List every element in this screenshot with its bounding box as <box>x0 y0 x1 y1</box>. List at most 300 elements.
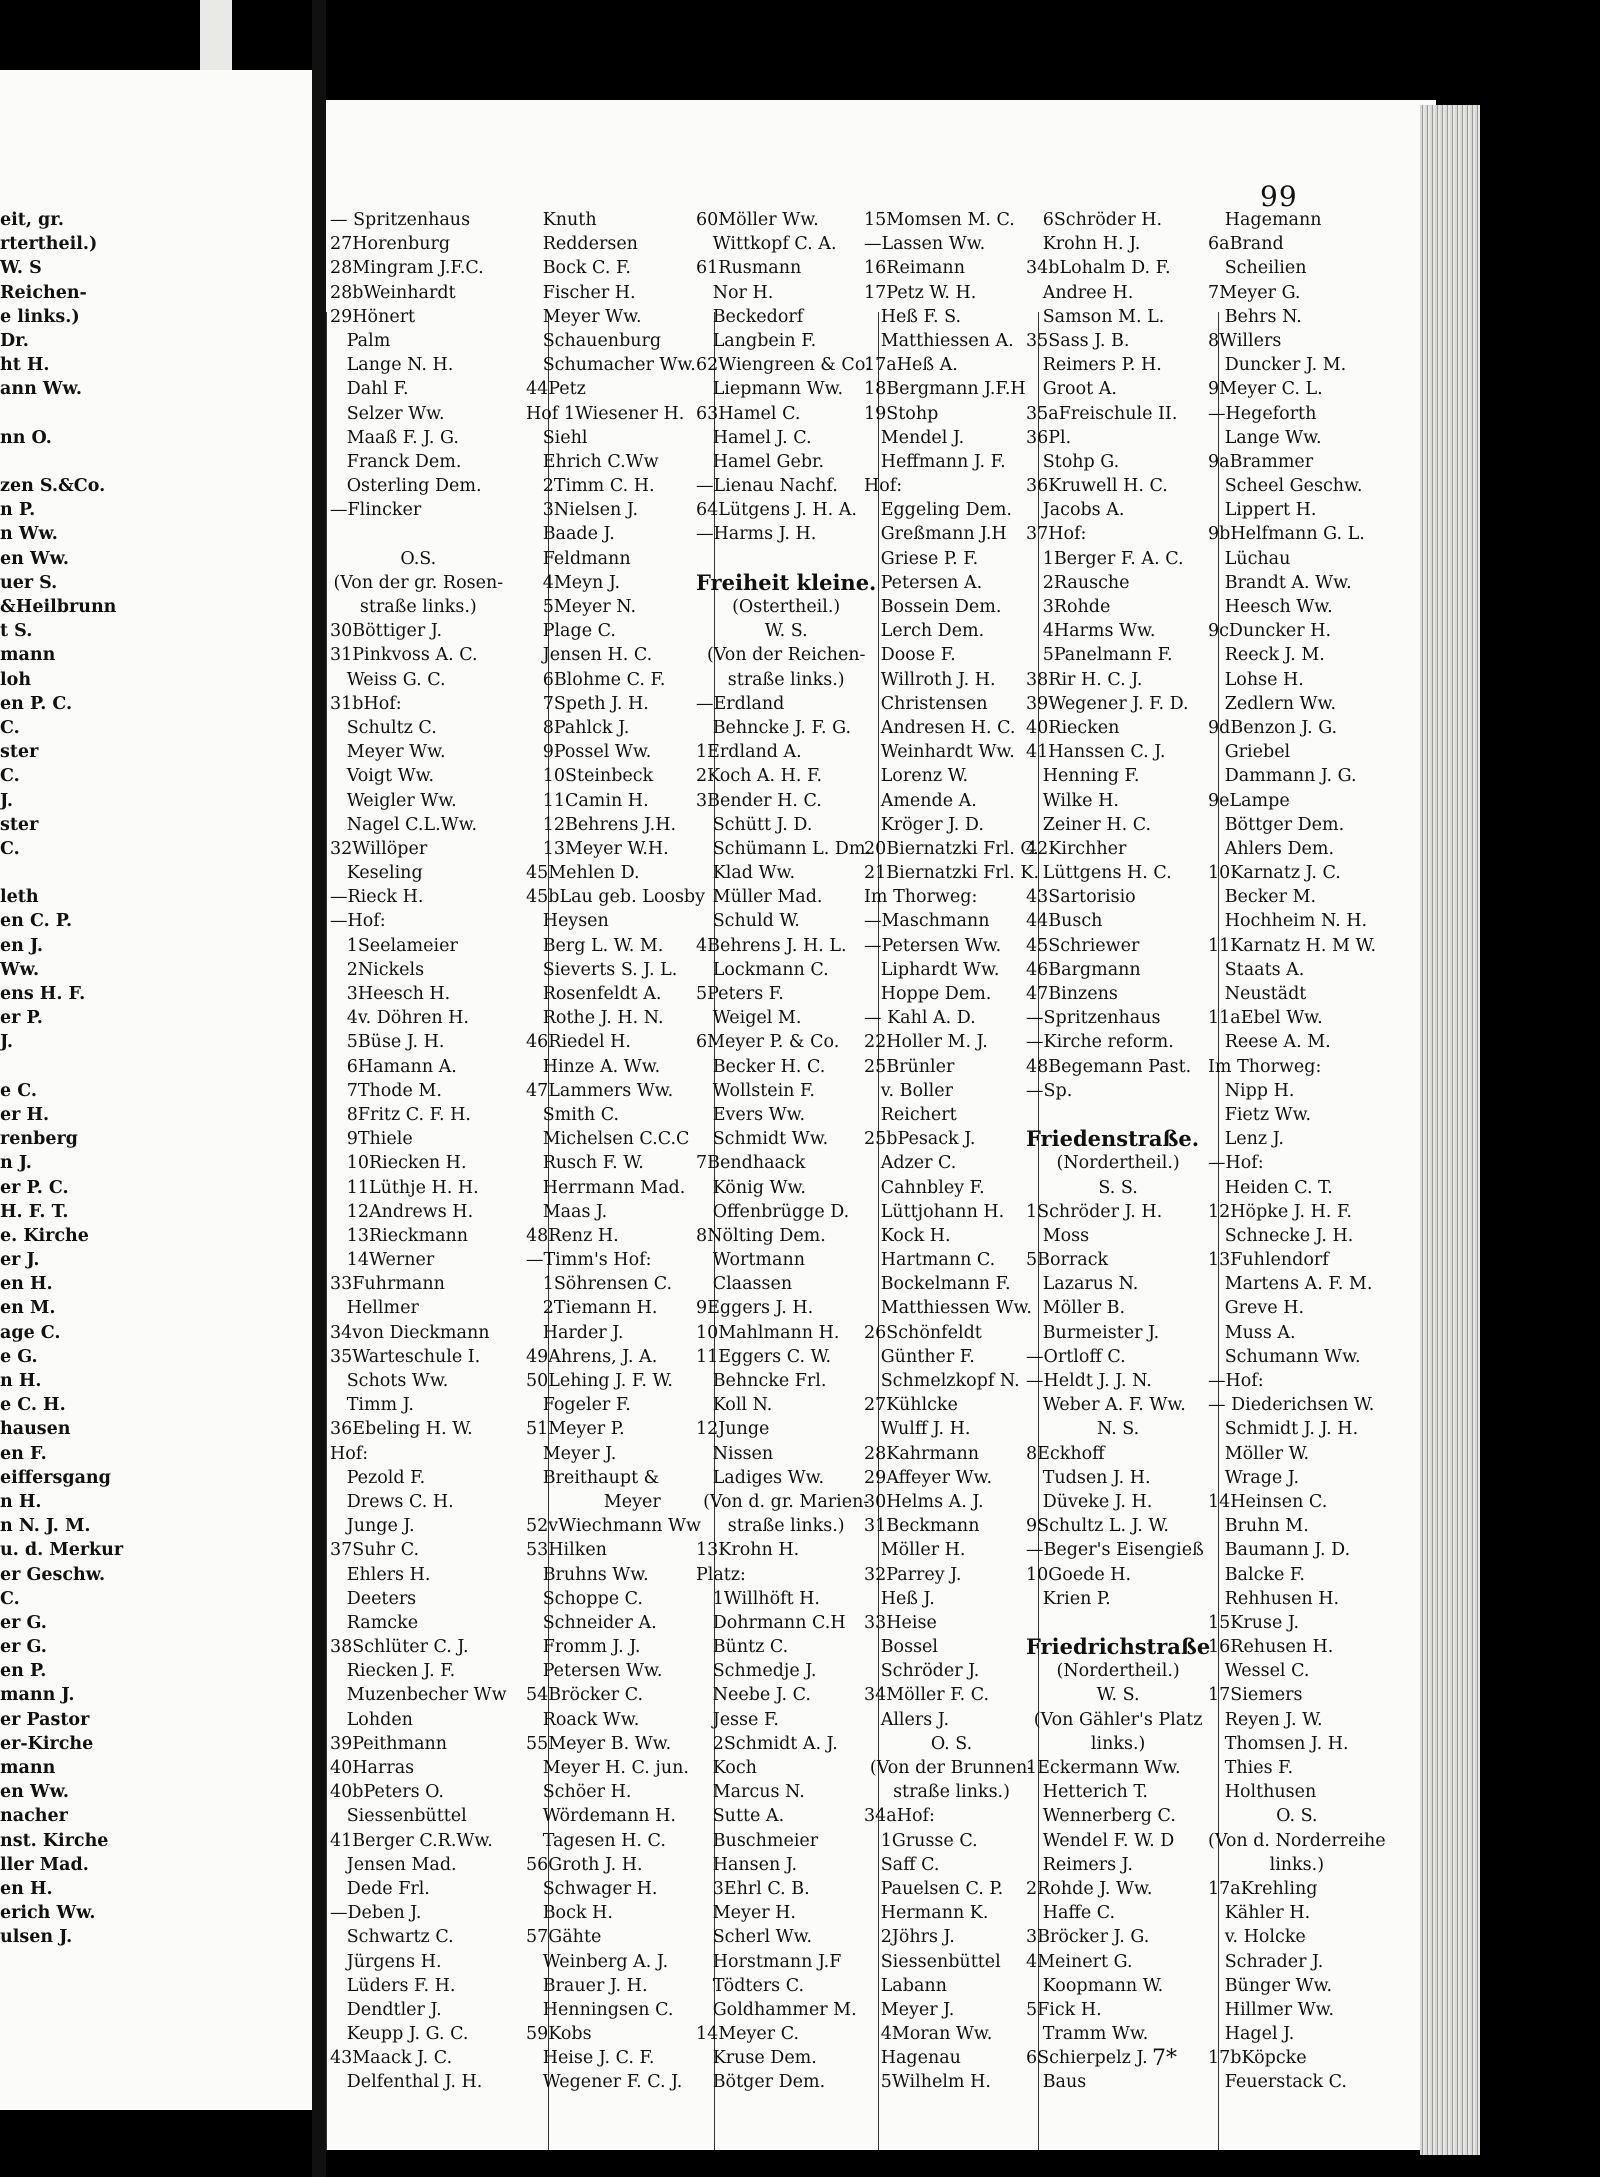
entry-line: Wendel F. W. D <box>1026 1830 1175 1851</box>
entry-line: 2Rausche <box>1026 572 1130 593</box>
entry-line: Becker M. <box>1208 887 1317 908</box>
entry-line: Reddersen <box>526 234 638 255</box>
entry-line: 12Junge <box>696 1419 770 1440</box>
entry-line: (Von der gr. Rosen- <box>333 572 504 593</box>
entry-line: 17Siemers <box>1208 1685 1303 1706</box>
entry-line: 17Petz W. H. <box>864 282 977 303</box>
entry-line: 36Pl. <box>1026 427 1072 448</box>
entry-line: Krohn H. J. <box>1026 234 1141 255</box>
entry-line: — Spritzenhaus <box>330 210 471 230</box>
entry-line: Siessenbüttel <box>864 1951 1001 1972</box>
entry-line: 45Mehlen D. <box>526 863 640 884</box>
entry-line: 17aHeß A. <box>864 355 958 376</box>
entry-line: 33Heise <box>864 1612 937 1633</box>
entry-line: 51Meyer P. <box>526 1419 625 1440</box>
entry-line: 22Holler M. J. <box>864 1032 988 1053</box>
entry-line: Bünger Ww. <box>1208 1975 1333 1996</box>
entry-line: Schoppe C. <box>526 1588 643 1609</box>
entry-line: —Hegeforth <box>1208 403 1317 424</box>
entry-line: straße links.) <box>359 597 477 617</box>
entry-line: Günther F. <box>864 1346 975 1367</box>
entry-line: 9cDuncker H. <box>1208 621 1332 642</box>
entry-line: 15Kruse J. <box>1208 1612 1300 1633</box>
entry-line: 38Schlüter C. J. <box>330 1637 469 1658</box>
entry-line: J. <box>0 1032 14 1053</box>
entry-line: Schmedje J. <box>696 1661 817 1682</box>
entry-line: straße links.) <box>893 1782 1010 1803</box>
entry-line: Muzenbecher Ww <box>330 1685 507 1706</box>
entry-line: n N. J. M. <box>0 1516 91 1537</box>
entry-line: Duncker J. M. <box>1208 355 1347 376</box>
entry-line: ann Ww. <box>0 379 82 400</box>
entry-line: Scheel Geschw. <box>1208 476 1363 497</box>
entry-line: Reimers J. <box>1026 1854 1133 1875</box>
entry-line <box>0 450 123 474</box>
entry-line: Horstmann J.F <box>696 1951 842 1972</box>
entry-line: S. S. <box>1098 1177 1138 1198</box>
entry-line: Balcke F. <box>1208 1564 1305 1585</box>
entry-line: 60Möller Ww. <box>696 210 819 230</box>
entry-line: 2Jöhrs J. <box>864 1927 955 1948</box>
entry-line: 6Meyer P. & Co. <box>696 1032 840 1053</box>
entry-line: 2Rohde J. Ww. <box>1026 1878 1153 1899</box>
entry-line: Cahnbley F. <box>864 1177 985 1198</box>
entry-line: Lüttjohann H. <box>864 1201 1005 1222</box>
entry-line: Wortmann <box>696 1250 805 1271</box>
entry-line: (Nordertheil.) <box>1056 1153 1180 1174</box>
entry-line <box>330 522 507 546</box>
entry-line: Dohrmann C.H <box>696 1612 846 1633</box>
entry-line: (Von der Brunnen- <box>869 1758 1034 1778</box>
entry-line: Ramcke <box>330 1612 419 1633</box>
entry-line: Schmidt Ww. <box>696 1129 829 1150</box>
entry-line: t S. <box>0 621 33 642</box>
entry-line: Möller B. <box>1026 1298 1126 1319</box>
entry-line: 18Bergmann J.F.H <box>864 379 1026 400</box>
entry-line: Beckedorf <box>696 306 804 327</box>
entry-line: Siessenbüttel <box>330 1806 467 1827</box>
entry-line: 3Bröcker J. G. <box>1026 1927 1150 1948</box>
entry-line: 38Rir H. C. J. <box>1026 669 1143 690</box>
entry-line: 63Hamel C. <box>696 403 801 424</box>
entry-line: Schümann L. Dm. <box>696 838 872 859</box>
entry-line: Lorenz W. <box>864 766 969 787</box>
entry-line: 28Mingram J.F.C. <box>330 258 484 279</box>
entry-line: 9Meyer C. L. <box>1208 379 1323 400</box>
entry-line: 45Schriewer <box>1026 935 1140 956</box>
entry-line: Büntz C. <box>696 1637 789 1658</box>
entry-line: Ladiges Ww. <box>696 1467 825 1488</box>
entry-line: Matthiessen Ww. <box>864 1298 1032 1319</box>
entry-line: er-Kirche <box>0 1733 94 1754</box>
entry-line: 4Moran Ww. <box>864 2024 993 2045</box>
entry-line: Schwager H. <box>526 1878 658 1899</box>
entry-line: 55Meyer B. Ww. <box>526 1733 672 1754</box>
entry-line: Schütt J. D. <box>696 814 813 835</box>
entry-line: Baumann J. D. <box>1208 1540 1351 1561</box>
entry-line: 56Groth J. H. <box>526 1854 643 1875</box>
entry-line: Lerch Dem. <box>864 621 985 642</box>
entry-line: Böttger Dem. <box>1208 814 1345 835</box>
entry-line: Bock H. <box>526 1903 613 1924</box>
entry-line: 6Blohme C. F. <box>526 669 666 690</box>
entry-line: Wittkopf C. A. <box>696 234 837 255</box>
column-4 <box>864 208 1039 2095</box>
entry-line: Keseling <box>330 863 423 884</box>
entry-line: 7Meyer G. <box>1208 282 1301 303</box>
entry-line: 29Affeyer Ww. <box>864 1467 993 1488</box>
entry-line: Hof: <box>864 476 903 497</box>
entry-line: C. <box>0 838 20 859</box>
entry-line: Friedrichstraße <box>1026 1634 1211 1660</box>
entry-line: Ww. <box>0 959 40 980</box>
entry-line: —Ortloff C. <box>1026 1346 1126 1367</box>
entry-line: Meyer <box>526 1491 661 1512</box>
entry-line: Tagesen H. C. <box>526 1830 666 1851</box>
entry-line: 35Warteschule I. <box>330 1346 481 1367</box>
entry-line: —Kirche reform. <box>1026 1032 1174 1053</box>
entry-line: C. <box>0 766 20 787</box>
entry-line: Nor H. <box>696 282 774 303</box>
entry-line: 39Wegener J. F. D. <box>1026 693 1189 714</box>
entry-line: nn O. <box>0 427 52 448</box>
entry-line: Nipp H. <box>1208 1080 1295 1101</box>
entry-line: 37Hof: <box>1026 524 1087 545</box>
entry-line: Hof: <box>330 1443 369 1464</box>
entry-line: Meyer J. <box>864 1999 955 2020</box>
entry-line: Behncke Frl. <box>696 1371 827 1391</box>
entry-line: Selzer Ww. <box>330 403 445 424</box>
entry-line: Wessel C. <box>1208 1661 1310 1682</box>
entry-line: Sieverts S. J. L. <box>526 959 678 980</box>
entry-line: 28bWeinhardt <box>330 282 456 303</box>
entry-line: Keupp J. G. C. <box>330 2024 469 2045</box>
entry-line: e G. <box>0 1346 38 1367</box>
entry-line: Lohden <box>330 1709 413 1730</box>
entry-line: uer S. <box>0 572 58 593</box>
entry-line: Weigel M. <box>696 1008 802 1029</box>
entry-line: 27Kühlcke <box>864 1395 958 1416</box>
entry-line: Im Thorweg: <box>1208 1056 1322 1077</box>
entry-line: 1Willhöft H. <box>696 1588 820 1609</box>
entry-line: Hartmann C. <box>864 1250 996 1271</box>
entry-line: Pauelsen C. P. <box>864 1878 1004 1899</box>
entry-line: 13Rieckmann <box>330 1225 469 1246</box>
entry-line: Brauer J. H. <box>526 1975 648 1996</box>
column-2 <box>526 208 705 2095</box>
entry-line: Hoppe Dem. <box>864 984 992 1004</box>
entry-line: Reyen J. W. <box>1208 1709 1323 1730</box>
entry-line: —Maschmann <box>864 911 990 932</box>
entry-line: Lange Ww. <box>1208 427 1322 448</box>
entry-line: Zedlern Ww. <box>1208 693 1337 714</box>
entry-line: Hochheim N. H. <box>1208 911 1368 932</box>
entry-line: Schmidt J. J. H. <box>1208 1419 1359 1440</box>
entry-line: 47Lammers Ww. <box>526 1080 674 1101</box>
entry-line: Weinberg A. J. <box>526 1951 669 1972</box>
entry-line: Saff C. <box>864 1854 940 1875</box>
entry-line: Thies F. <box>1208 1758 1294 1778</box>
entry-line: 16Reimann <box>864 258 965 279</box>
entry-line: en P. <box>0 1661 47 1682</box>
entry-line: Liphardt Ww. <box>864 959 1000 980</box>
entry-line: age C. <box>0 1322 61 1343</box>
entry-line: en H. <box>0 1274 53 1295</box>
entry-line: Kruse Dem. <box>696 2048 817 2069</box>
entry-line: 1Söhrensen C. <box>526 1274 673 1295</box>
entry-line: Hellmer <box>330 1298 419 1319</box>
entry-line: 40Riecken <box>1026 717 1120 738</box>
entry-line: Harder J. <box>526 1322 624 1343</box>
entry-line: Schrader J. <box>1208 1951 1324 1972</box>
entry-line: —Harms J. H. <box>696 524 817 545</box>
entry-line: leth <box>0 887 39 908</box>
entry-line: — Kahl A. D. <box>864 1008 976 1029</box>
entry-line: er G. <box>0 1612 47 1633</box>
entry-line: 28Kahrmann <box>864 1443 979 1464</box>
entry-line: 10Karnatz J. C. <box>1208 863 1341 884</box>
entry-line: Baus <box>1026 2072 1087 2093</box>
entry-line: 40bPeters O. <box>330 1782 444 1803</box>
entry-line: 3Heesch H. <box>330 984 451 1004</box>
entry-line: Hillmer Ww. <box>1208 1999 1335 2020</box>
entry-line: Junge J. <box>330 1516 415 1537</box>
entry-line: Schneider A. <box>526 1612 657 1633</box>
entry-line: 7Bendhaack <box>696 1153 806 1174</box>
entry-line: Möller W. <box>1208 1443 1310 1464</box>
entry-line: 9Schultz L. J. W. <box>1026 1516 1169 1537</box>
entry-line: 9eLampe <box>1208 790 1290 811</box>
entry-line: Jensen Mad. <box>330 1854 457 1875</box>
entry-line: 5Borrack <box>1026 1250 1109 1271</box>
entry-line: 17bKöpcke <box>1208 2048 1307 2069</box>
entry-line: Bruhns Ww. <box>526 1564 649 1585</box>
entry-line: Lüchau <box>1208 548 1291 569</box>
entry-line: 25bPesack J. <box>864 1129 976 1150</box>
entry-line: Kröger J. D. <box>864 814 984 835</box>
entry-line: 25Brünler <box>864 1056 955 1077</box>
entry-line: (Von d. gr. Marien- <box>703 1491 870 1512</box>
entry-line: loh <box>0 669 32 690</box>
entry-line: 21Biernatzki Frl. K. <box>864 863 1040 884</box>
entry-line: 33Fuhrmann <box>330 1274 445 1295</box>
entry-line: Koopmann W. <box>1026 1975 1164 1996</box>
entry-line: 47Binzens <box>1026 984 1118 1004</box>
entry-line: Wennerberg C. <box>1026 1806 1176 1827</box>
entry-line: Berg L. W. M. <box>526 935 664 956</box>
entry-line: Klad Ww. <box>696 863 796 884</box>
entry-line: Michelsen C.C.C <box>526 1129 690 1150</box>
entry-line: 11Lüthje H. H. <box>330 1177 479 1198</box>
entry-line: Nissen <box>696 1443 774 1464</box>
entry-line: Groot A. <box>1026 379 1117 400</box>
entry-line: Jacobs A. <box>1026 500 1125 521</box>
entry-line: Tramm Ww. <box>1026 2024 1149 2045</box>
entry-line: Heß J. <box>864 1588 935 1609</box>
entry-line: Scheilien <box>1208 258 1307 279</box>
entry-line: 48Begemann Past. <box>1026 1056 1192 1077</box>
entry-line: 27Horenburg <box>330 234 451 255</box>
entry-line: 9aBrammer <box>1208 451 1314 472</box>
entry-line: —Heldt J. J. N. <box>1026 1371 1152 1391</box>
entry-line: Heiden C. T. <box>1208 1177 1333 1198</box>
entry-line: v. Boller <box>864 1080 953 1101</box>
entry-line: Andresen H. C. <box>864 717 1016 738</box>
entry-line: Wollstein F. <box>696 1080 815 1101</box>
entry-line: Greve H. <box>1208 1298 1305 1319</box>
entry-line: Behrs N. <box>1208 306 1302 327</box>
entry-line: Rosenfeldt A. <box>526 984 662 1004</box>
entry-line: 39Peithmann <box>330 1733 448 1754</box>
entry-line: 32Willöper <box>330 838 428 859</box>
entry-line: 35aFreischule II. <box>1026 403 1178 424</box>
entry-line: Hetterich T. <box>1026 1782 1148 1803</box>
entry-line: u. d. Merkur <box>0 1540 124 1561</box>
entry-line: Bock C. F. <box>526 258 631 279</box>
entry-line: 29Hönert <box>330 306 416 327</box>
entry-line: Möller H. <box>864 1540 966 1561</box>
entry-line: Haffe C. <box>1026 1903 1116 1924</box>
entry-line: Feldmann <box>526 548 631 569</box>
entry-line: 1Grusse C. <box>864 1830 978 1851</box>
entry-line: Schnecke J. H. <box>1208 1225 1354 1246</box>
entry-line: Im Thorweg: <box>864 887 978 908</box>
entry-line: Schots Ww. <box>330 1371 449 1391</box>
entry-line: Rusch F. W. <box>526 1153 644 1174</box>
book-gutter <box>312 0 326 2177</box>
entry-line: Müller Mad. <box>696 887 823 908</box>
entry-line: Smith C. <box>526 1104 620 1125</box>
entry-line: 10Riecken H. <box>330 1153 467 1174</box>
entry-line: Willroth J. H. <box>864 669 996 690</box>
entry-line: —Flincker <box>330 500 422 521</box>
entry-line: Martens A. F. M. <box>1208 1274 1373 1295</box>
entry-line: Lazarus N. <box>1026 1274 1139 1295</box>
entry-line: 7Thode M. <box>330 1080 442 1101</box>
entry-line: Becker H. C. <box>696 1056 826 1077</box>
entry-line: nacher <box>0 1806 68 1827</box>
entry-line: Schröder J. <box>864 1661 980 1682</box>
entry-line: 2Koch A. H. F. <box>696 766 823 787</box>
entry-line: 34aHof: <box>864 1806 935 1827</box>
entry-line: 2Timm C. H. <box>526 476 655 497</box>
entry-line: straße links.) <box>727 669 845 690</box>
column-1 <box>330 208 507 2095</box>
entry-line: W. S. <box>1096 1685 1140 1706</box>
entry-line: Meyer Ww. <box>330 742 446 763</box>
entry-line: Marcus N. <box>696 1782 805 1803</box>
entry-line: v. Holcke <box>1208 1927 1306 1948</box>
entry-line: Reichen- <box>0 282 87 303</box>
entry-line: Wulff J. H. <box>864 1419 971 1440</box>
entry-line: 31Pinkvoss A. C. <box>330 645 478 666</box>
entry-line: —Hof: <box>1208 1153 1264 1174</box>
entry-line: Herrmann Mad. <box>526 1177 686 1198</box>
entry-line: 5Panelmann F. <box>1026 645 1173 666</box>
entry-line: Staats A. <box>1208 959 1305 980</box>
entry-line: 9Possel Ww. <box>526 742 652 763</box>
entry-line: W. S <box>0 258 42 279</box>
entry-line: Lenz J. <box>1208 1129 1284 1150</box>
entry-line: Bossein Dem. <box>864 597 1002 617</box>
entry-line: 6Hamann A. <box>330 1056 457 1077</box>
entry-line: Knuth <box>526 210 597 230</box>
entry-line: 5Büse J. H. <box>330 1032 445 1053</box>
entry-line: 8Pahlck J. <box>526 717 630 738</box>
right-page <box>326 100 1436 2150</box>
entry-line: C. <box>0 1588 20 1609</box>
entry-line: 36Kruwell H. C. <box>1026 476 1168 497</box>
entry-line: Amende A. <box>864 790 977 811</box>
entry-line <box>0 1055 123 1079</box>
entry-line: 11Camin H. <box>526 790 649 811</box>
entry-line: 9bHelfmann G. L. <box>1208 524 1365 545</box>
entry-line: Henningsen C. <box>526 1999 674 2020</box>
entry-line: 15Momsen M. C. <box>864 210 1015 230</box>
entry-line: 17aKrehling <box>1208 1878 1318 1899</box>
entry-line: 57Gähte <box>526 1927 602 1948</box>
entry-line: Heise J. C. F. <box>526 2048 655 2069</box>
entry-line: Buschmeier <box>696 1830 819 1851</box>
entry-line: 44Petz <box>526 379 586 400</box>
entry-line: (Von Gähler's Platz <box>1033 1709 1203 1730</box>
entry-line: 43Sartorisio <box>1026 887 1136 908</box>
entry-line <box>0 402 123 426</box>
entry-line: Hof 1Wiesener H. <box>526 403 685 424</box>
entry-line: Bockelmann F. <box>864 1274 1011 1295</box>
entry-line: 1Seelameier <box>330 935 458 956</box>
entry-line: O.S. <box>400 548 437 569</box>
entry-line: 1Schröder J. H. <box>1026 1201 1163 1222</box>
entry-line: Behncke J. F. G. <box>696 717 852 738</box>
entry-line: Meyer Ww. <box>526 306 642 327</box>
entry-line: —Beger's Eisengieß <box>1026 1540 1204 1561</box>
entry-line: Ahlers Dem. <box>1208 838 1335 859</box>
entry-line: Reeck J. M. <box>1208 645 1325 666</box>
entry-line: 64Lütgens J. H. A. <box>696 500 857 521</box>
entry-line: 5Meyer N. <box>526 597 637 617</box>
entry-line: Voigt Ww. <box>330 766 435 787</box>
entry-line: 5Peters F. <box>696 984 784 1004</box>
entry-line: —Erdland <box>696 693 785 714</box>
entry-line: (Ostertheil.) <box>732 597 841 617</box>
entry-line: 34von Dieckmann <box>330 1322 490 1343</box>
entry-line: en P. C. <box>0 693 73 714</box>
entry-line: 2Schmidt A. J. <box>696 1733 838 1754</box>
entry-line: Reimers P. H. <box>1026 355 1162 376</box>
entry-line <box>1026 1611 1210 1635</box>
entry-line: nst. Kirche <box>0 1830 109 1851</box>
entry-line: 10Goede H. <box>1026 1564 1132 1585</box>
entry-line: —Hof: <box>330 911 386 932</box>
entry-line: —Timm's Hof: <box>526 1250 652 1271</box>
entry-line: 41Berger C.R.Ww. <box>330 1830 493 1851</box>
entry-line: 26Schönfeldt <box>864 1322 982 1343</box>
entry-line: 12Höpke J. H. F. <box>1208 1201 1352 1222</box>
entry-line: C. <box>0 717 20 738</box>
entry-line: Holthusen <box>1208 1782 1317 1803</box>
entry-line: 40Harras <box>330 1758 415 1778</box>
entry-line: Dahl F. <box>330 379 409 400</box>
entry-line: Wördemann H. <box>526 1806 676 1827</box>
entry-line: Lohse H. <box>1208 669 1304 690</box>
column-left-partial <box>0 208 123 1950</box>
entry-line: ster <box>0 814 39 835</box>
entry-line: 49Ahrens, J. A. <box>526 1346 658 1367</box>
entry-line: Dammann J. G. <box>1208 766 1357 787</box>
entry-line: Claassen <box>696 1274 793 1295</box>
entry-line: 59Kobs <box>526 2024 592 2045</box>
